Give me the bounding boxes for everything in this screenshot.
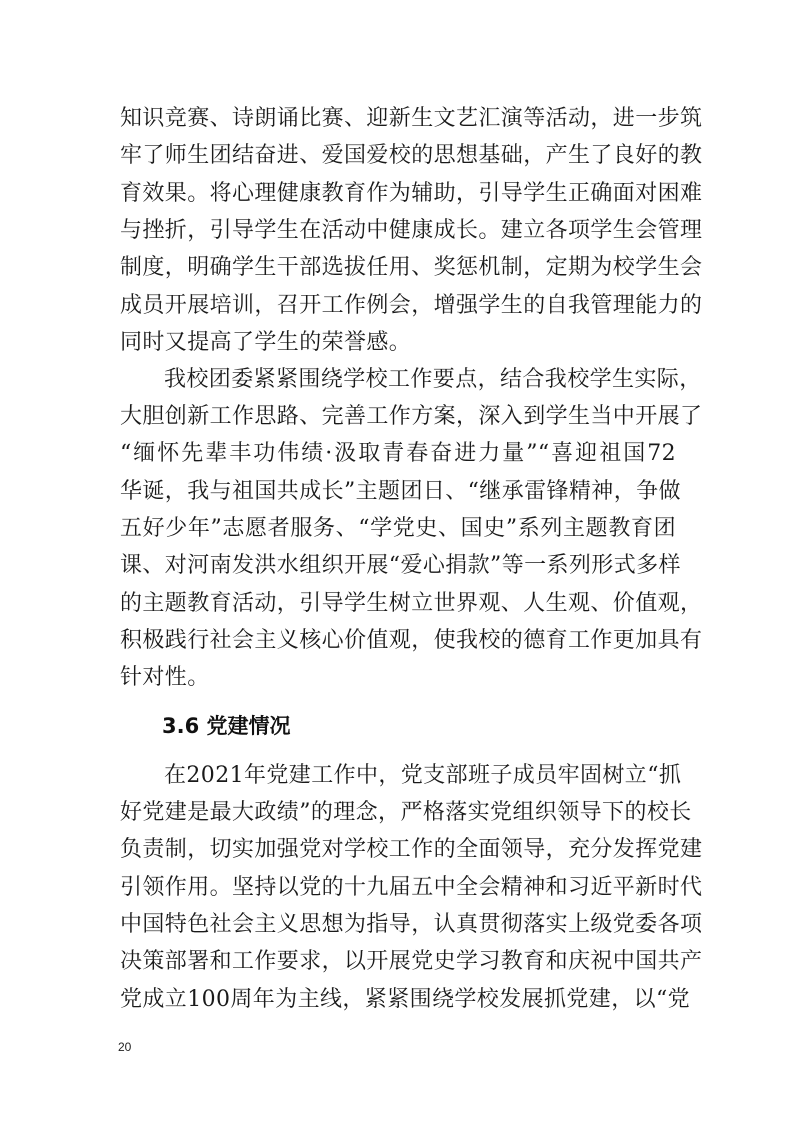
text-line: 成员开展培训，召开工作例会，增强学生的自我管理能力的 [120,293,703,318]
text-line: “缅怀先辈丰功伟绩·汲取青春奋进力量”“喜迎祖国72 [120,441,676,466]
text-line: 与挫折，引导学生在活动中健康成长。建立各项学生会管理 [120,218,703,243]
text-line: 五好少年”志愿者服务、“学党史、国史”系列主题教育团 [120,516,676,541]
text-line: 华诞，我与祖国共成长”主题团日、“继承雷锋精神，争做 [120,479,681,504]
text-line: 在2021年党建工作中，党支部班子成员牢固树立“抓 [164,763,682,788]
text-line: 中国特色社会主义思想为指导，认真贯彻落实上级党委各项 [120,912,703,937]
text-line: 大胆创新工作思路、完善工作方案，深入到学生当中开展了 [120,404,703,429]
text-line: 知识竞赛、诗朗诵比赛、迎新生文艺汇演等活动，进一步筑 [120,106,703,131]
text-line: 负责制，切实加强党对学校工作的全面领导，充分发挥党建 [120,837,703,862]
text-line: 针对性。 [120,665,210,690]
text-line: 的主题教育活动，引导学生树立世界观、人生观、价值观， [120,591,703,616]
text-line: 我校团委紧紧围绕学校工作要点，结合我校学生实际， [164,367,702,392]
text-line: 课、对河南发洪水组织开展“爱心捐款”等一系列形式多样 [120,553,681,578]
page-number: 20 [118,1040,132,1054]
text-line: 积极践行社会主义核心价值观，使我校的德育工作更加具有 [120,628,703,653]
text-line: 牢了师生团结奋进、爱国爱校的思想基础，产生了良好的教 [120,143,703,168]
section-heading: 3.6 党建情况 [162,714,291,738]
text-line: 决策部署和工作要求，以开展党史学习教育和庆祝中国共产 [120,949,703,974]
text-line: 育效果。将心理健康教育作为辅助，引导学生正确面对困难 [120,181,703,206]
text-line: 党成立100周年为主线，紧紧围绕学校发展抓党建，以“党 [120,987,691,1012]
text-line: 好党建是最大政绩”的理念，严格落实党组织领导下的校长 [120,800,692,825]
text-line: 引领作用。坚持以党的十九届五中全会精神和习近平新时代 [120,875,703,900]
text-line: 制度，明确学生干部选拔任用、奖惩机制，定期为校学生会 [120,255,703,280]
text-line: 同时又提高了学生的荣誉感。 [120,330,412,355]
